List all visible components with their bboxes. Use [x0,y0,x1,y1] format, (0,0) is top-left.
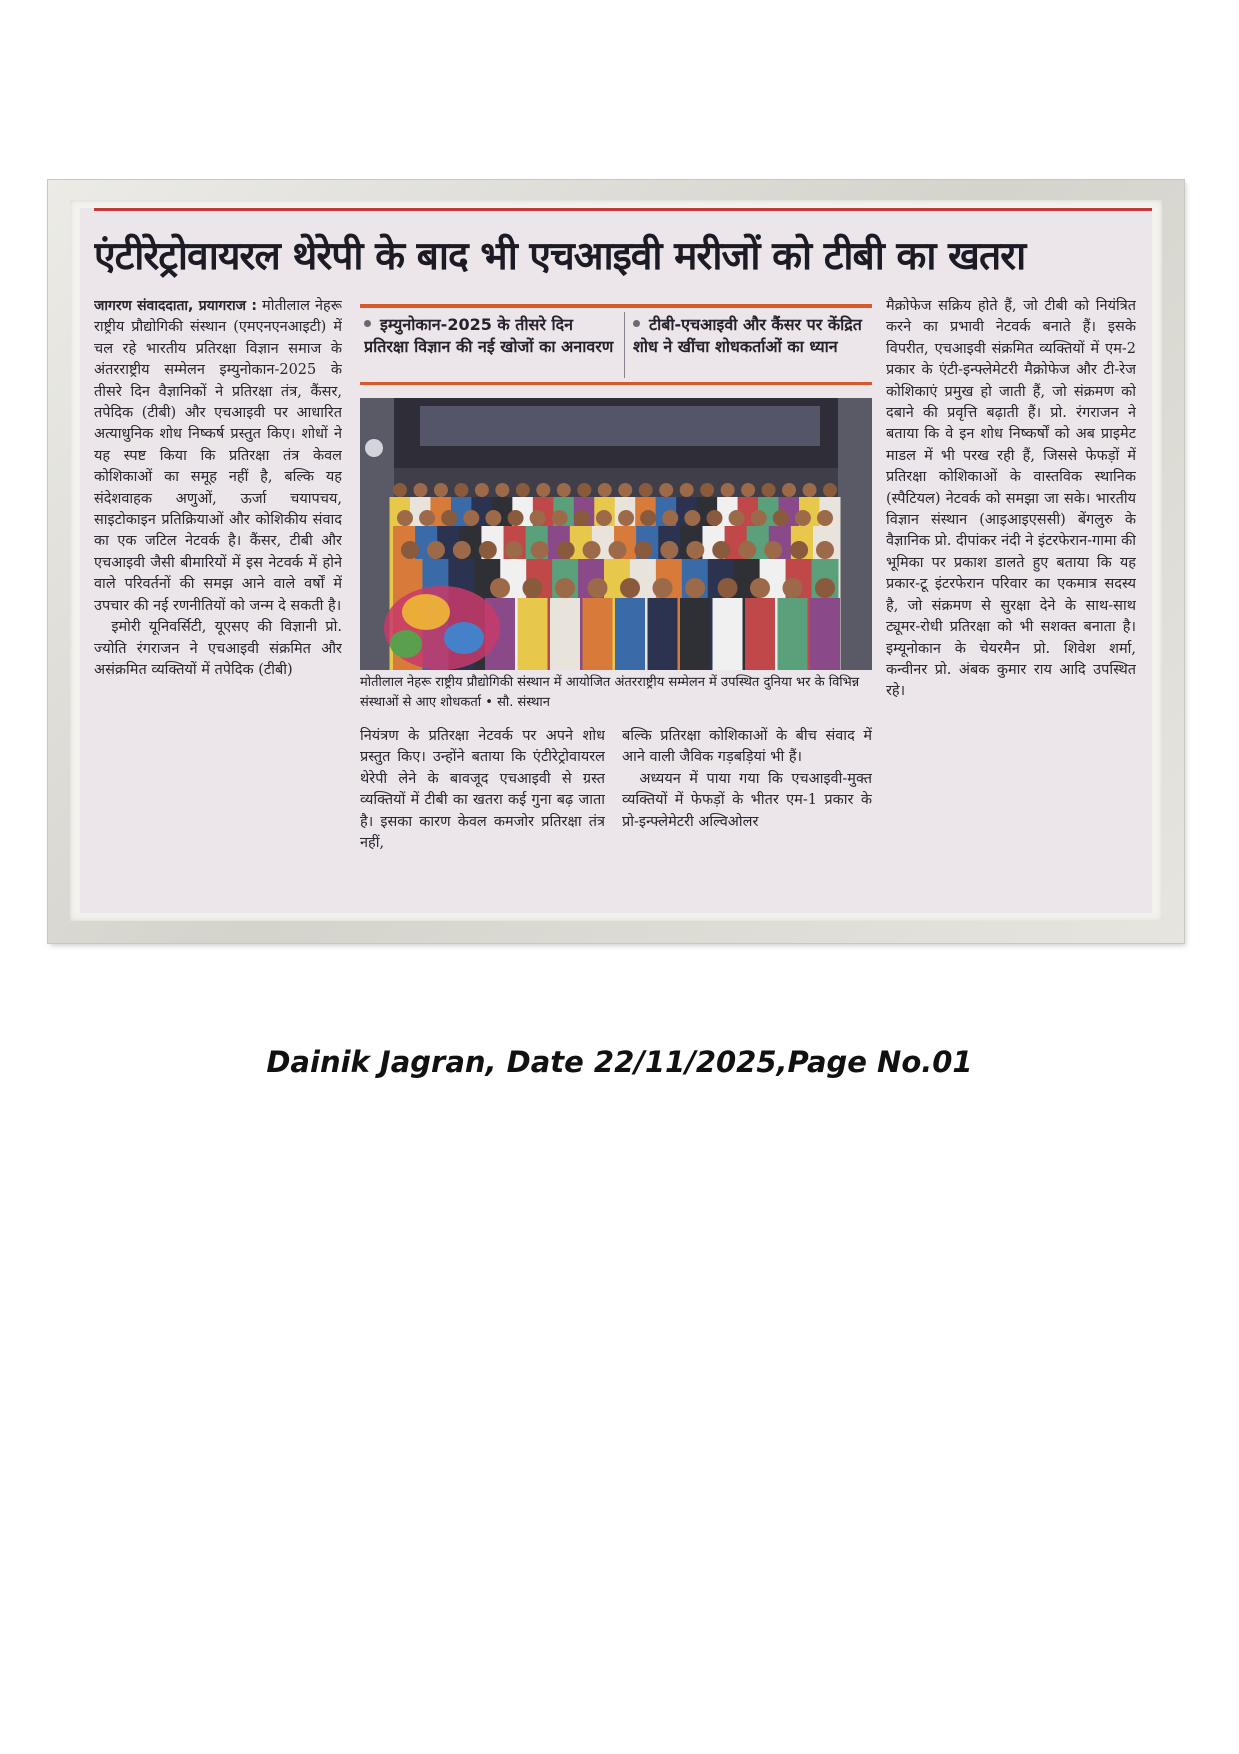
article-headline: एंटीरेट्रोवायरल थेरेपी के बाद भी एचआइवी मरीजों को टीबी का खतरा [94,234,1026,279]
person-head [782,483,796,497]
person-head [712,541,730,559]
person-head [536,483,550,497]
person-head [463,510,479,526]
photo-caption: मोतीलाल नेहरू राष्ट्रीय प्रौद्योगिकी संस्थान में आयोजित अंतरराष्ट्रीय सम्मेलन में उपस्थित दुनिया भर के विभिन्न संस्थाओं से आए शोधकर्ता • सौ. संस्थान [360,675,860,710]
highlight-2-text: टीबी-एचआइवी और कैंसर पर केंद्रित शोध ने खींचा शोधकर्ताओं का ध्यान [633,315,862,356]
person-head [618,483,632,497]
person-head [583,541,601,559]
person-head [659,483,673,497]
column-1-paragraph-2: इमोरी यूनिवर्सिटी, यूएसए की विज्ञानी प्रो. ज्योति रंगराजन ने एचआइवी संक्रमित और असंक्रमित व्यक्तियों में तपेदिक (टीबी) [94,619,342,678]
person-head [750,578,770,598]
column-3-paragraph-2: अध्ययन में पाया गया कि एचआइवी-मुक्त व्यक्तियों में फेफड़ों के भीतर एम-1 प्रकार के प्रो-इन्फ्लेमेटरी अल्विओलर [622,770,872,830]
person-head [552,510,568,526]
person-head [751,510,767,526]
highlight-rule-bottom [360,382,872,385]
person-head [634,541,652,559]
person-head [397,510,413,526]
article-column-4 [886,296,1136,896]
source-line: Dainik Jagran, Date 22/11/2025,Page No.01 [266,1045,973,1079]
highlight-rule-top [360,304,872,308]
person-head [508,510,524,526]
person-head [662,510,678,526]
highlight-box-1 [364,314,619,382]
person-head [773,510,789,526]
person-head [475,483,489,497]
person-head [419,510,435,526]
person-head [685,578,705,598]
person-head [434,483,448,497]
person-head [640,510,656,526]
person-head [441,510,457,526]
person-head [574,510,590,526]
clipping-mat [70,200,1162,921]
person-body [648,598,678,670]
column-1-paragraph-1 [94,296,342,617]
person-head [618,510,634,526]
person-head [588,578,608,598]
person-head [516,483,530,497]
person-body [680,598,710,670]
person-head [479,541,497,559]
person-head [495,483,509,497]
person-head [531,541,549,559]
person-head [721,483,735,497]
clipping-frame [48,180,1184,943]
highlight-box-2 [633,314,871,382]
byline: जागरण संवाददाता, प्रयागराज : [94,298,257,314]
group-photo [360,398,872,670]
column-1-text-1: मोतीलाल नेहरू राष्ट्रीय प्रौद्योगिकी संस्थान (एमएनएनआइटी) में चल रहे भारतीय प्रतिरक्षा विज्ञान समाज के अंतरराष्ट्रीय सम्मेलन इम्युनोकान-2025 के तीसरे दिन वैज्ञानिकों ने प्रतिरक्षा तंत्र, कैंसर, तपेदिक (टीबी) और एचआइवी पर आधारित अत्याधुनिक शोध निष्कर्ष प्रस्तुत किए। शोधों ने यह स्पष्ट किया कि प्रतिरक्षा तंत्र केवल कोशिकाओं का समूह नहीं है, बल्कि यह संदेशवाहक अणुओं, ऊर्जा चयापचय, साइटोकाइन प्रतिक्रियाओं और कोशिकीय संवाद का एक जटिल नेटवर्क है। कैंसर, टीबी और एचआइवी जैसी बीमारियों में इस नेटवर्क में होने वाले परिवर्तनों की समझ आने वाले वर्षों में उपचार की नई रणनीतियों को जन्म दे सकती है। [94,298,342,614]
person-head [577,483,591,497]
person-head [762,483,776,497]
person-head [738,541,756,559]
person-head [729,510,745,526]
bullet-icon [364,320,371,327]
person-head [454,483,468,497]
person-body [583,598,613,670]
article-column-3 [622,726,872,896]
person-head [680,483,694,497]
person-head [490,578,510,598]
person-head [596,510,612,526]
person-head [557,483,571,497]
highlight-1-text: इम्युनोकान-2025 के तीसरे दिन प्रतिरक्षा विज्ञान की नई खोजों का अनावरण [364,315,614,356]
person-head [485,510,501,526]
person-body [615,598,645,670]
person-head [686,541,704,559]
person-head [790,541,808,559]
person-head [413,483,427,497]
column-3-paragraph-1: बल्कि प्रतिरक्षा कोशिकाओं के बीच संवाद में आने वाली जैविक गड़बड़ियां भी हैं। [622,728,872,766]
bullet-icon [633,320,640,327]
person-head [505,541,523,559]
person-head [816,541,834,559]
person-head [557,541,575,559]
person-head [783,578,803,598]
person-head [684,510,700,526]
article-column-1 [94,296,342,896]
person-head [718,578,738,598]
column-2-paragraph-1: नियंत्रण के प्रतिरक्षा नेटवर्क पर अपने शोध प्रस्तुत किए। उन्होंने बताया कि एंटीरेट्रोवायरल थेरेपी लेने के बावजूद एचआइवी से ग्रस्त व्यक्तियों में टीबी का खतरा कई गुना बढ़ जाता है। इसका कारण केवल कमजोर प्रतिरक्षा तंत्र नहीं, [360,728,605,852]
person-head [609,541,627,559]
person-head [555,578,575,598]
highlight-divider [624,312,625,378]
article-column-2 [360,726,605,896]
person-head [620,578,640,598]
person-head [530,510,546,526]
column-4-paragraph-1: मैक्रोफेज सक्रिय होते हैं, जो टीबी को नियंत्रित करने का प्रभावी नेटवर्क बनाते हैं। इसके विपरीत, एचआइवी संक्रमित व्यक्तियों में एम-2 प्रकार के एंटी-इन्फ्लेमेटरी मैक्रोफेज और टी-रेज कोशिकाएं प्रमुख हो जाती हैं, जो संक्रमण को दबाने की प्रवृत्ति बढ़ाती हैं। प्रो. रंगराजन ने बताया कि वे इन शोध निष्कर्षों को अब प्राइमेट माडल में भी परख रही हैं, जिससे फेफड़ों में प्रतिरक्षा कोशिकाओं के वास्तविक स्थानिक (स्पैटियल) नेटवर्क को समझा जा सके। भारतीय विज्ञान संस्थान (आइआइएससी) बेंगलुरु के वैज्ञानिक प्रो. दीपांकर नंदी ने इंटरफेरान-गामा की भूमिका पर प्रकाश डालते हुए बताया कि यह प्रकार-टू इंटरफेरान परिवार का एकमात्र सदस्य है, जो संक्रमण से सुरक्षा देने के साथ-साथ ट्यूमर-रोधी प्रतिरक्षा को भी सशक्त बनाता है। इम्यूनोकान के चेयरमैन प्रो. शिवेश शर्मा, कन्वीनर प्रो. अंबक कुमार राय आदि उपस्थित रहे। [886,298,1136,700]
group-photo-illustration [360,398,872,670]
person-body [550,598,580,670]
person-head [660,541,678,559]
person-body [810,598,840,670]
person-body [518,598,548,670]
person-head [815,578,835,598]
newspaper-clipping [80,208,1152,913]
person-head [817,510,833,526]
person-head [653,578,673,598]
person-head [639,483,653,497]
person-head [741,483,755,497]
person-head [764,541,782,559]
person-body [778,598,808,670]
person-head [453,541,471,559]
person-head [523,578,543,598]
person-head [598,483,612,497]
person-head [706,510,722,526]
person-head [401,541,419,559]
person-head [803,483,817,497]
person-head [700,483,714,497]
person-head [393,483,407,497]
person-head [795,510,811,526]
person-body [745,598,775,670]
person-head [823,483,837,497]
person-body [713,598,743,670]
person-head [427,541,445,559]
top-rule [94,208,1152,211]
